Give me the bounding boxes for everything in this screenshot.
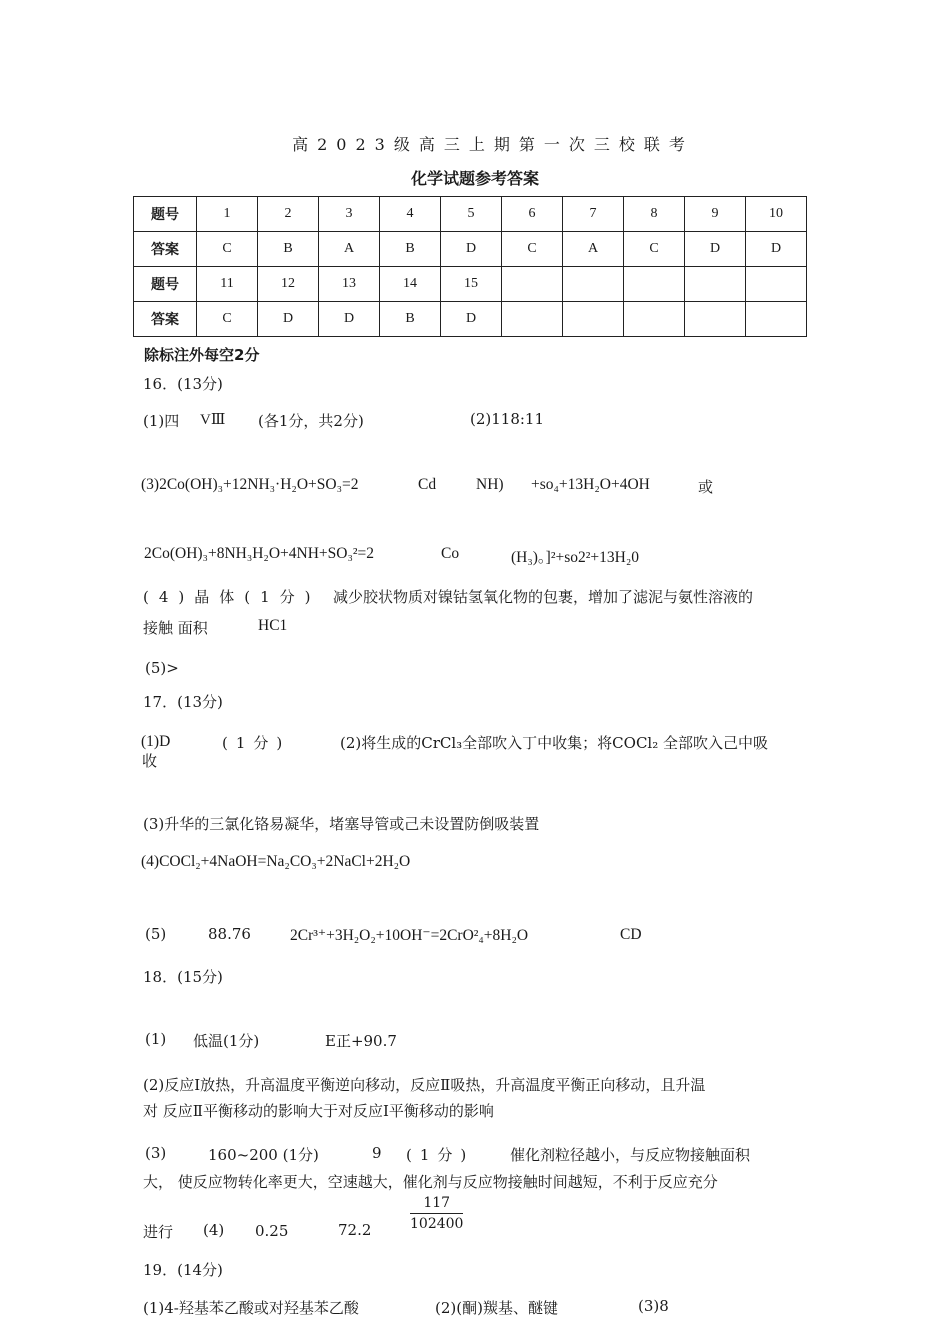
q17-part1-answer: (1)D <box>141 733 171 750</box>
q16-part3-equation-alt-c: (H₃)。]²+so2²+13H₂0 <box>511 549 639 566</box>
table-cell: C <box>502 232 563 267</box>
table-cell <box>563 302 624 337</box>
q19-part3-answer: (3)8 <box>638 1297 669 1315</box>
q17-part2-answer-cont: 收 <box>142 752 158 770</box>
table-cell <box>685 267 746 302</box>
table-cell <box>502 267 563 302</box>
page-subtitle: 化学试题参考答案 <box>410 169 539 188</box>
table-cell <box>685 302 746 337</box>
row-header: 题号 <box>134 267 197 302</box>
table-cell <box>624 302 685 337</box>
q16-part4-reagent: HC1 <box>258 617 288 634</box>
q16-part1-answer: (1)四 <box>143 412 180 430</box>
q18-part3-score: (1分) <box>406 1146 475 1164</box>
fraction-numerator: 117 <box>410 1195 463 1214</box>
table-cell: 10 <box>746 197 807 232</box>
table-cell: D <box>258 302 319 337</box>
table-cell: 15 <box>441 267 502 302</box>
q18-part1-answer: 低温(1分) <box>193 1032 260 1050</box>
q16-part1-score: (各1分，共2分) <box>258 412 364 430</box>
row-header: 答案 <box>134 302 197 337</box>
table-cell: 3 <box>319 197 380 232</box>
q18-part4-fraction <box>410 1195 463 1232</box>
q16-part3-equation-c: NH) <box>476 476 504 493</box>
q17-part3-answer: (3)升华的三氯化铬易凝华，堵塞导管或己未设置防倒吸装置 <box>143 815 540 833</box>
table-cell <box>624 267 685 302</box>
q18-part1-energy: E正+90.7 <box>325 1032 397 1050</box>
table-cell: 13 <box>319 267 380 302</box>
table-cell: D <box>685 232 746 267</box>
scoring-note: 除标注外每空2分 <box>144 346 260 364</box>
fraction-denominator: 102400 <box>410 1216 464 1232</box>
q18-part3-temperature: 160~200 (1分) <box>208 1146 319 1164</box>
table-cell: D <box>441 232 502 267</box>
table-cell: 9 <box>685 197 746 232</box>
table-cell: B <box>380 232 441 267</box>
q18-part4-value-b: 72.2 <box>338 1221 372 1239</box>
q17-part5-label: (5) <box>145 925 167 943</box>
q16-part3-equation-d: +so₄+13H₂O+4OH <box>531 476 650 493</box>
q17-part5-value: 88.76 <box>208 925 251 943</box>
q16-part4-reason: 减少胶状物质对镍钴氢氧化物的包裹，增加了滤泥与氨性溶液的 <box>333 588 754 606</box>
q16-part3-equation-b: Cd <box>418 476 437 493</box>
table-row <box>134 197 807 232</box>
q18-part3-reason-end: 进行 <box>143 1223 174 1241</box>
row-header: 答案 <box>134 232 197 267</box>
table-cell: C <box>624 232 685 267</box>
table-cell: B <box>258 232 319 267</box>
q18-part3-reason-cont: 大， 使反应物转化率更大，空速越大，催化剂与反应物接触时间越短，不利于反应充分 <box>143 1173 718 1191</box>
table-row <box>134 302 807 337</box>
q18-part1-label: (1) <box>145 1030 167 1048</box>
q16-part2-answer: (2)118:11 <box>470 410 545 428</box>
q16-part4-answer: (4)晶体(1分) <box>143 588 321 606</box>
q18-part3-value: 9 <box>372 1144 382 1162</box>
table-row <box>134 267 807 302</box>
q19-heading: 19．(14分) <box>143 1261 223 1279</box>
table-cell <box>502 302 563 337</box>
table-cell: 1 <box>197 197 258 232</box>
q16-part3-or: 或 <box>698 478 714 496</box>
table-row <box>134 232 807 267</box>
q16-part5-answer: (5)> <box>145 659 179 677</box>
q18-part4-label: (4) <box>203 1221 225 1239</box>
q17-part1-score: (1分) <box>222 734 291 752</box>
table-cell: C <box>197 302 258 337</box>
table-cell <box>746 267 807 302</box>
table-cell: 6 <box>502 197 563 232</box>
table-cell: D <box>746 232 807 267</box>
table-cell: 5 <box>441 197 502 232</box>
q18-part3-reason: 催化剂粒径越小，与反应物接触面积 <box>510 1146 751 1164</box>
table-cell: A <box>563 232 624 267</box>
answer-table <box>133 196 807 337</box>
q16-part4-reason-cont: 接触 面积 <box>143 619 208 637</box>
q18-heading: 18．(15分) <box>143 968 223 986</box>
q17-heading: 17．(13分) <box>143 693 223 711</box>
table-cell: A <box>319 232 380 267</box>
q17-part4-equation: (4)COCl₂+4NaOH=Na₂CO₃+2NaCl+2H₂O <box>141 853 411 870</box>
q16-part1-group: VⅢ <box>200 412 226 428</box>
table-cell: 11 <box>197 267 258 302</box>
table-cell: D <box>441 302 502 337</box>
q18-part2-answer-cont: 对 反应Ⅱ平衡移动的影响大于对反应Ⅰ平衡移动的影响 <box>143 1102 494 1120</box>
table-cell: 7 <box>563 197 624 232</box>
q17-part2-answer: (2)将生成的CrCl₃全部吹入丁中收集；将COCl₂ 全部吹入己中吸 <box>340 734 769 752</box>
table-cell: 2 <box>258 197 319 232</box>
table-cell <box>563 267 624 302</box>
table-cell <box>746 302 807 337</box>
q16-part3-equation-alt-a: 2Co(OH)₃+8NH₃H₂O+4NH+SO₃²=2 <box>144 545 375 562</box>
q16-part3-equation-alt-b: Co <box>441 545 460 562</box>
q18-part4-value-a: 0.25 <box>255 1222 289 1240</box>
q19-part1-answer: (1)4-羟基苯乙酸或对羟基苯乙酸 <box>143 1299 359 1317</box>
q19-part2-answer: (2)(酮)羰基、醚键 <box>435 1299 558 1317</box>
table-cell: C <box>197 232 258 267</box>
q18-part3-label: (3) <box>145 1144 167 1162</box>
q17-part5-equation: 2Cr³⁺+3H₂O₂+10OH⁻=2CrO²₄+8H₂O <box>290 927 529 944</box>
table-cell: 8 <box>624 197 685 232</box>
table-cell: 14 <box>380 267 441 302</box>
table-cell: B <box>380 302 441 337</box>
q17-part5-choice: CD <box>620 926 642 943</box>
row-header: 题号 <box>134 197 197 232</box>
q16-heading: 16．(13分) <box>143 375 223 393</box>
table-cell: D <box>319 302 380 337</box>
q16-part3-equation-a: (3)2Co(OH)₃+12NH₃·H₂O+SO₃=2 <box>141 476 359 493</box>
table-cell: 12 <box>258 267 319 302</box>
page-title: 高2023级高三上期第一次三校联考 <box>292 135 694 154</box>
q18-part2-answer: (2)反应Ⅰ放热，升高温度平衡逆向移动，反应Ⅱ吸热，升高温度平衡正向移动，且升温 <box>143 1076 706 1094</box>
table-cell: 4 <box>380 197 441 232</box>
